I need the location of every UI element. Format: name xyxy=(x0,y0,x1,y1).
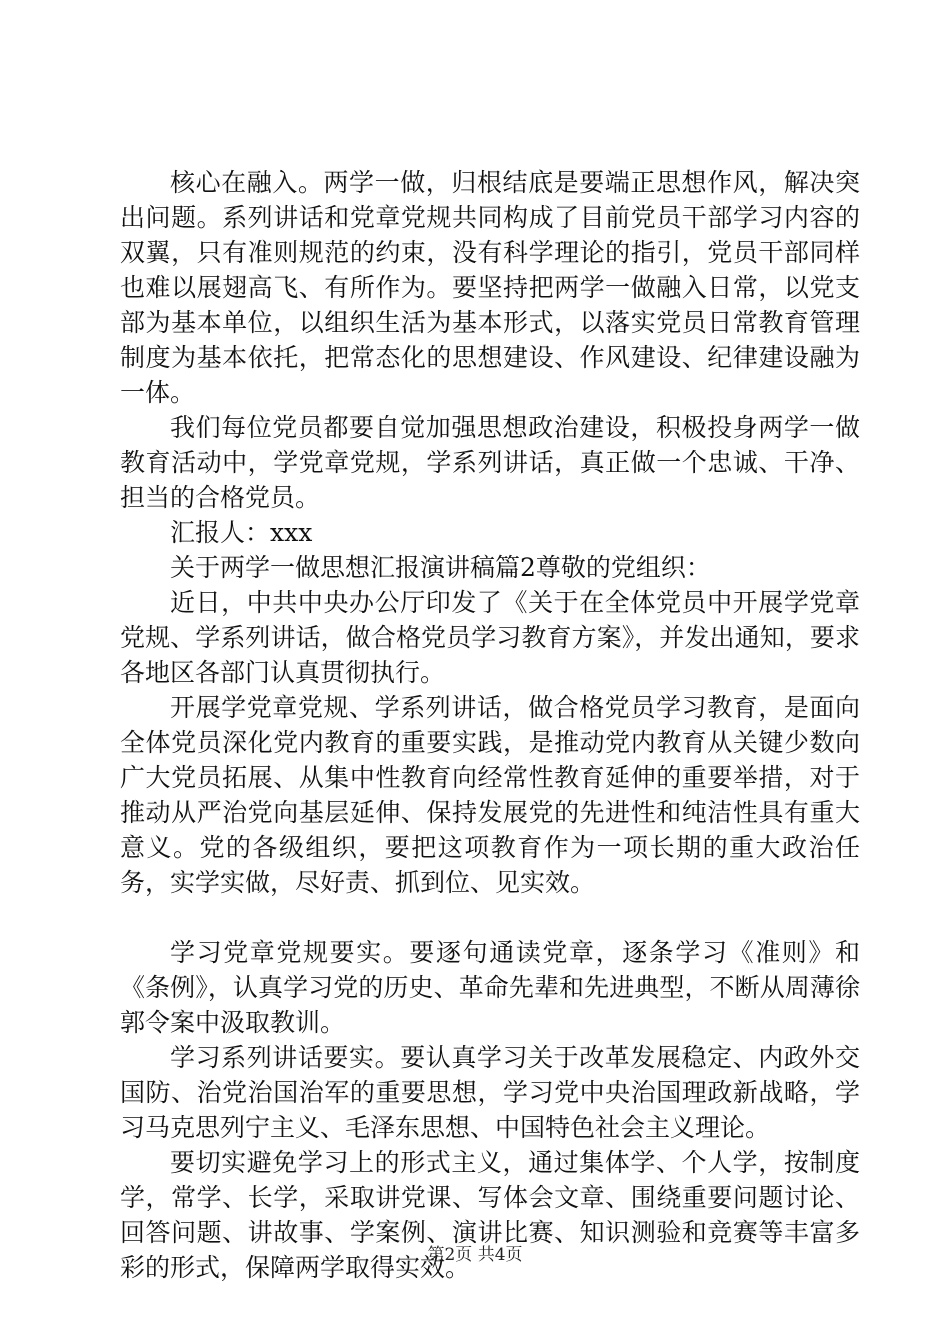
paragraph-integration: 核心在融入。两学一做，归根结底是要端正思想作风，解决突出问题。系列讲话和党章党规共同构成了目前党员干部学习内容的双翼，只有准则规范的约束，没有科学理论的指引，党员干部同样也难以展翅高飞、有所作为。要坚持把两学一做融入日常，以党支部为基本单位，以组织生活为基本形式，以落实党员日常教育管理制度为基本依托，把常态化的思想建设、作风建设、纪律建设融为一体。 xyxy=(120,168,860,407)
paragraph-study-constitution: 学习党章党规要实。要逐句通读党章，逐条学习《准则》和《条例》，认真学习党的历史、革命先辈和先进典型，不断从周薄徐郭令案中汲取教训。 xyxy=(120,938,860,1037)
paragraph-significance: 开展学党章党规、学系列讲话，做合格党员学习教育，是面向全体党员深化党内教育的重要实践，是推动党内教育从关键少数向广大党员拓展、从集中性教育向经常性教育延伸的重要举措，对于推动从严治党向基层延伸、保持发展党的先进性和纯洁性具有重大意义。党的各级组织，要把这项教育作为一项长期的重大政治任务，实学实做，尽好责、抓到位、见实效。 xyxy=(120,693,860,897)
paragraph-avoid-formalism: 要切实避免学习上的形式主义，通过集体学、个人学，按制度学，常学、长学，采取讲党课、写体会文章、围绕重要问题讨论、回答问题、讲故事、学案例、演讲比赛、知识测验和竞赛等丰富多彩的形式，保障两学取得实效。 xyxy=(120,1148,860,1282)
paragraph-party-member-duty: 我们每位党员都要自觉加强思想政治建设，积极投身两学一做教育活动中，学党章党规，学系列讲话，真正做一个忠诚、干净、担当的合格党员。 xyxy=(120,413,860,512)
section-heading-speech-2: 关于两学一做思想汇报演讲稿篇2尊敬的党组织： xyxy=(170,553,711,582)
paragraph-study-speeches: 学习系列讲话要实。要认真学习关于改革发展稳定、内政外交国防、治党治国治军的重要思想，学习党中央治国理政新战略，学习马克思列宁主义、毛泽东思想、中国特色社会主义理论。 xyxy=(120,1043,860,1142)
document-body xyxy=(120,165,860,1285)
page-number-footer: 第2页 共4页 xyxy=(427,1245,523,1265)
paragraph-notice: 近日，中共中央办公厅印发了《关于在全体党员中开展学党章党规、学系列讲话，做合格党员学习教育方案》，并发出通知，要求各地区各部门认真贯彻执行。 xyxy=(120,588,860,687)
reporter-line: 汇报人：xxx xyxy=(170,518,313,547)
